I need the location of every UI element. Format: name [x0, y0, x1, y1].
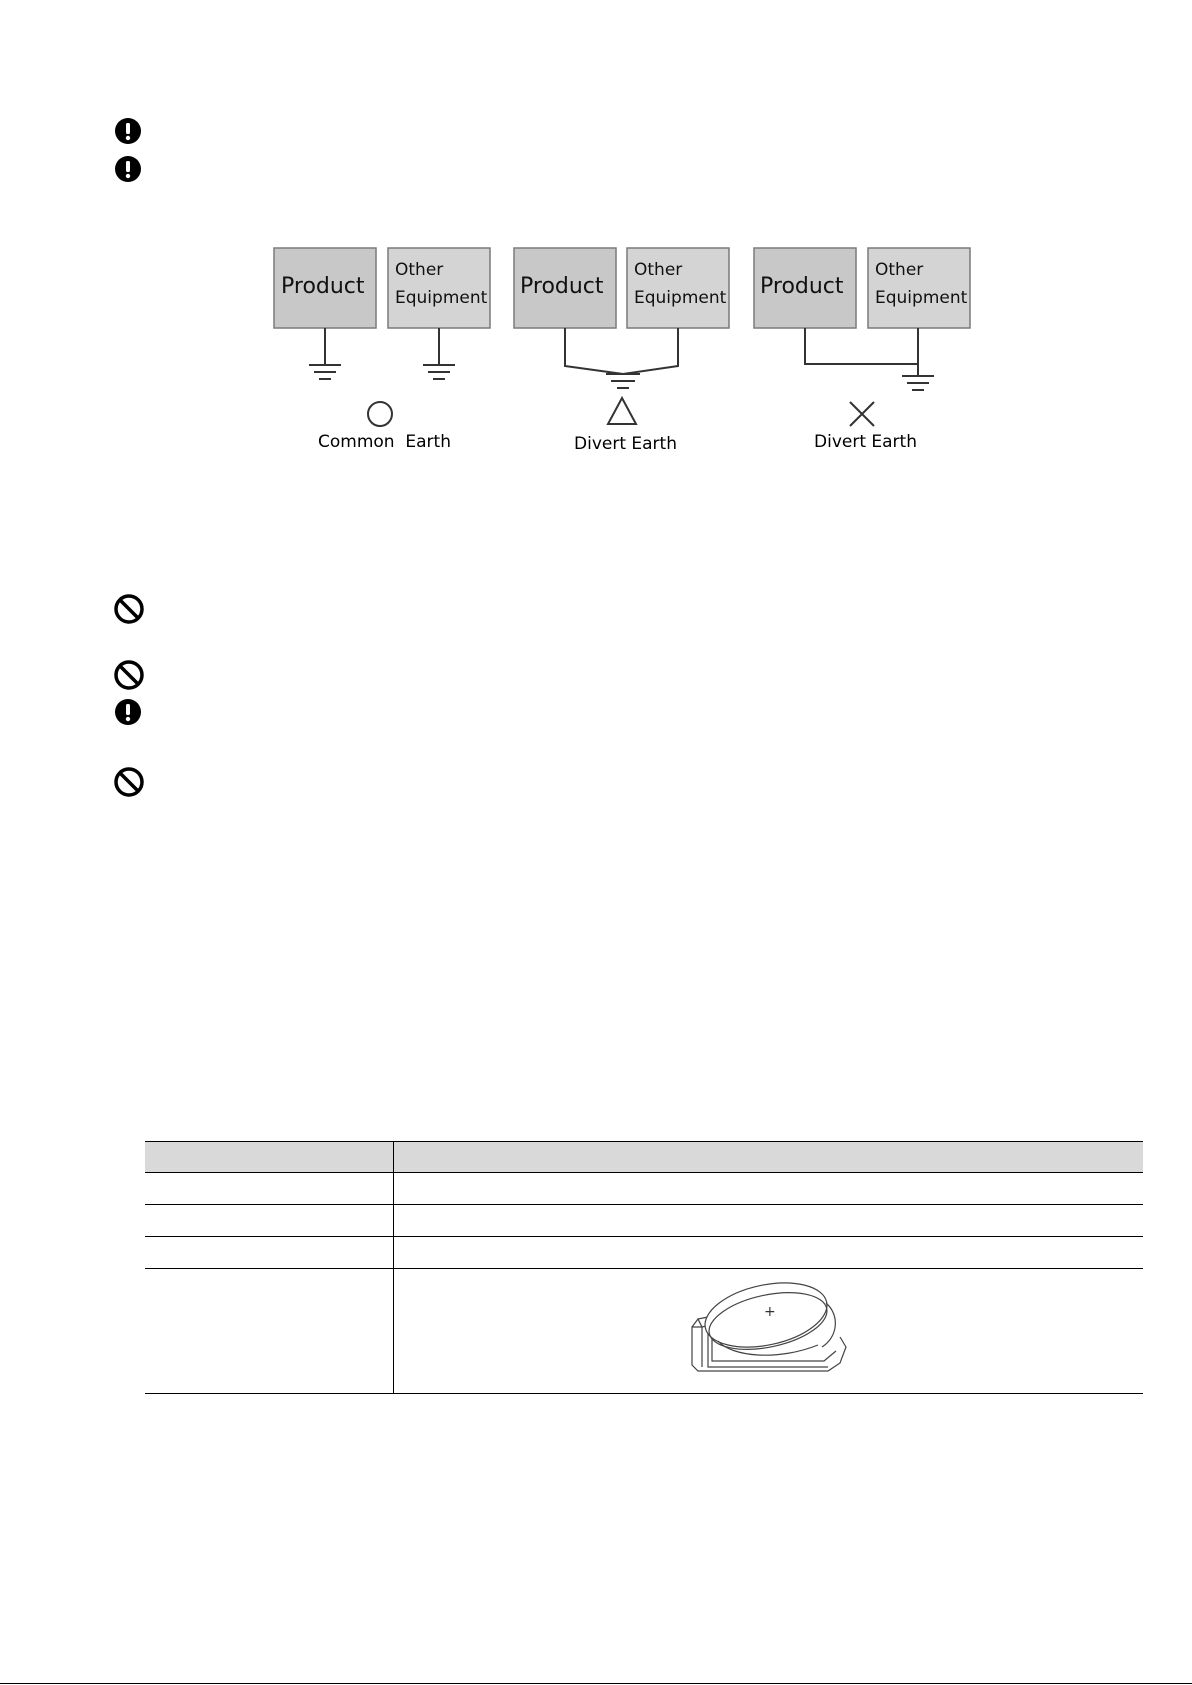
equipment-label-line1: Other — [395, 260, 444, 280]
table-cell — [145, 1269, 393, 1394]
table-cell — [393, 1205, 1143, 1237]
table-cell — [145, 1237, 393, 1269]
table-row — [145, 1173, 1143, 1205]
chained-ground-wiring — [805, 328, 934, 390]
table-row — [145, 1237, 1143, 1269]
battery-plus-sign: + — [764, 1304, 776, 1320]
rating-circle-symbol — [368, 402, 392, 426]
table-cell — [145, 1205, 393, 1237]
no-entry-icon — [113, 659, 145, 691]
equipment-label-line1: Other — [875, 260, 924, 280]
table-cell — [145, 1173, 393, 1205]
no-entry-icon — [113, 593, 145, 625]
ground-symbol — [423, 328, 455, 379]
no-entry-icon — [113, 766, 145, 798]
table-header-row — [145, 1142, 1143, 1173]
coin-battery-holder-image — [678, 1281, 858, 1381]
ground-symbol — [309, 328, 341, 379]
equipment-label-line2: Equipment — [875, 288, 968, 308]
table-cell — [393, 1173, 1143, 1205]
equipment-label-line1: Other — [634, 260, 683, 280]
earth-caption: Divert Earth — [814, 432, 917, 452]
product-label: Product — [520, 274, 604, 299]
exclamation-circle-icon — [114, 155, 142, 183]
equipment-label-line2: Equipment — [634, 288, 727, 308]
earth-group-common — [274, 248, 490, 452]
table-row — [145, 1205, 1143, 1237]
earth-group-divert-wrong — [754, 248, 970, 452]
battery-image-cell — [393, 1269, 1143, 1394]
page-bottom-rule — [0, 1683, 1192, 1684]
shared-ground-wiring — [565, 328, 678, 388]
battery-spec-table — [145, 1141, 1143, 1394]
exclamation-circle-icon — [114, 698, 142, 726]
rating-triangle-symbol — [608, 398, 636, 424]
product-label: Product — [760, 274, 844, 299]
table-row-battery-image — [145, 1269, 1143, 1394]
table-cell — [393, 1237, 1143, 1269]
rating-cross-symbol — [850, 402, 874, 426]
table-header-cell — [145, 1142, 393, 1173]
equipment-label-line2: Equipment — [395, 288, 488, 308]
earthing-diagram — [268, 240, 978, 460]
table-header-cell — [393, 1142, 1143, 1173]
product-label: Product — [281, 274, 365, 299]
earth-caption: Common Earth — [318, 432, 451, 452]
earth-caption: Divert Earth — [574, 434, 677, 454]
earth-group-divert-partial — [514, 248, 729, 454]
exclamation-circle-icon — [114, 117, 142, 145]
